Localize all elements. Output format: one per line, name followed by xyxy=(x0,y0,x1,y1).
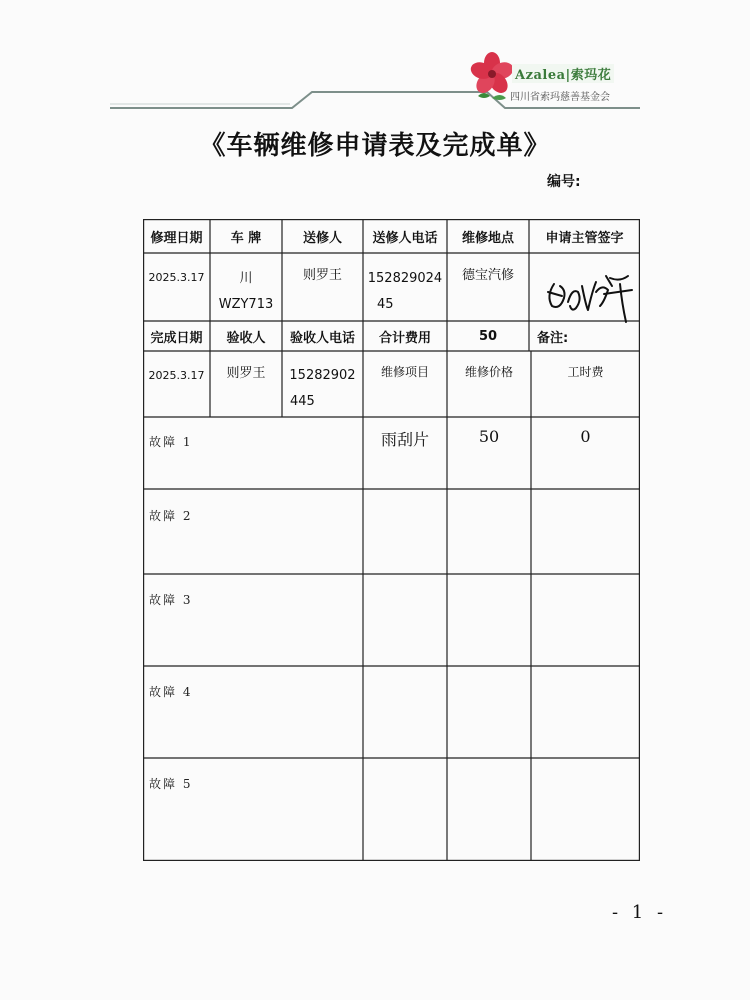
serial-number xyxy=(547,171,615,191)
header-repair-date: 修理日期 xyxy=(150,230,203,246)
fault-1-item: 雨刮片 xyxy=(380,430,429,449)
sender-phone-line2: 45 xyxy=(377,297,394,312)
fault-5-label: 故障 5 xyxy=(149,777,193,791)
fault-1-labor: 0 xyxy=(580,427,591,446)
acceptor-value: 则罗王 xyxy=(226,366,266,381)
document-title: 《车辆维修申请表及完成单》 xyxy=(199,131,551,161)
total-cost-value: 50 xyxy=(478,328,498,344)
acceptor-phone-line2: 445 xyxy=(290,394,315,409)
header-acceptor: 验收人 xyxy=(226,330,266,346)
location-value: 德宝汽修 xyxy=(461,268,514,283)
supervisor-signature-scribble xyxy=(542,262,642,332)
sender-phone-line1: 152829024 xyxy=(367,271,443,286)
header-supervisor-signature: 申请主管签字 xyxy=(545,230,624,246)
remark-label: 备注: xyxy=(537,330,569,346)
header-completion-date: 完成日期 xyxy=(150,330,203,346)
fault-3-label: 故障 3 xyxy=(149,593,193,607)
header-repair-item: 维修项目 xyxy=(380,365,429,379)
logo-chinese-text: 四川省索玛慈善基金会 xyxy=(510,92,610,103)
serial-label: 编号: xyxy=(547,174,581,190)
header-sender: 送修人 xyxy=(302,230,342,246)
fault-4-label: 故障 4 xyxy=(149,685,193,699)
completion-date-value: 2025.3.17 xyxy=(148,369,205,382)
acceptor-phone-line1: 15282902 xyxy=(289,368,356,383)
header-acceptor-phone: 验收人电话 xyxy=(289,330,355,346)
fault-1-price: 50 xyxy=(478,427,500,446)
header-repair-price: 维修价格 xyxy=(464,365,513,379)
page-number: - 1 - xyxy=(612,902,668,923)
header-plate: 车 牌 xyxy=(230,230,262,246)
plate-number: WZY713 xyxy=(218,297,274,312)
logo-english-text: Azalea|索玛花 xyxy=(512,64,614,83)
foundation-logo xyxy=(470,50,630,106)
plate-province: 川 xyxy=(239,271,253,286)
sender-phone-value xyxy=(363,253,447,321)
repair-date-value: 2025.3.17 xyxy=(148,271,205,284)
header-sender-phone: 送修人电话 xyxy=(372,230,438,246)
azalea-flower-icon xyxy=(470,52,514,106)
fault-1-label: 故障 1 xyxy=(149,435,193,449)
header-line xyxy=(0,0,750,120)
header-labor-fee: 工时费 xyxy=(567,365,604,379)
sender-value: 则罗王 xyxy=(302,268,342,283)
fault-2-label: 故障 2 xyxy=(149,509,193,523)
plate-value xyxy=(210,253,282,321)
header-total-cost: 合计费用 xyxy=(378,330,431,346)
acceptor-phone-value xyxy=(282,351,363,417)
header-location: 维修地点 xyxy=(461,230,514,246)
